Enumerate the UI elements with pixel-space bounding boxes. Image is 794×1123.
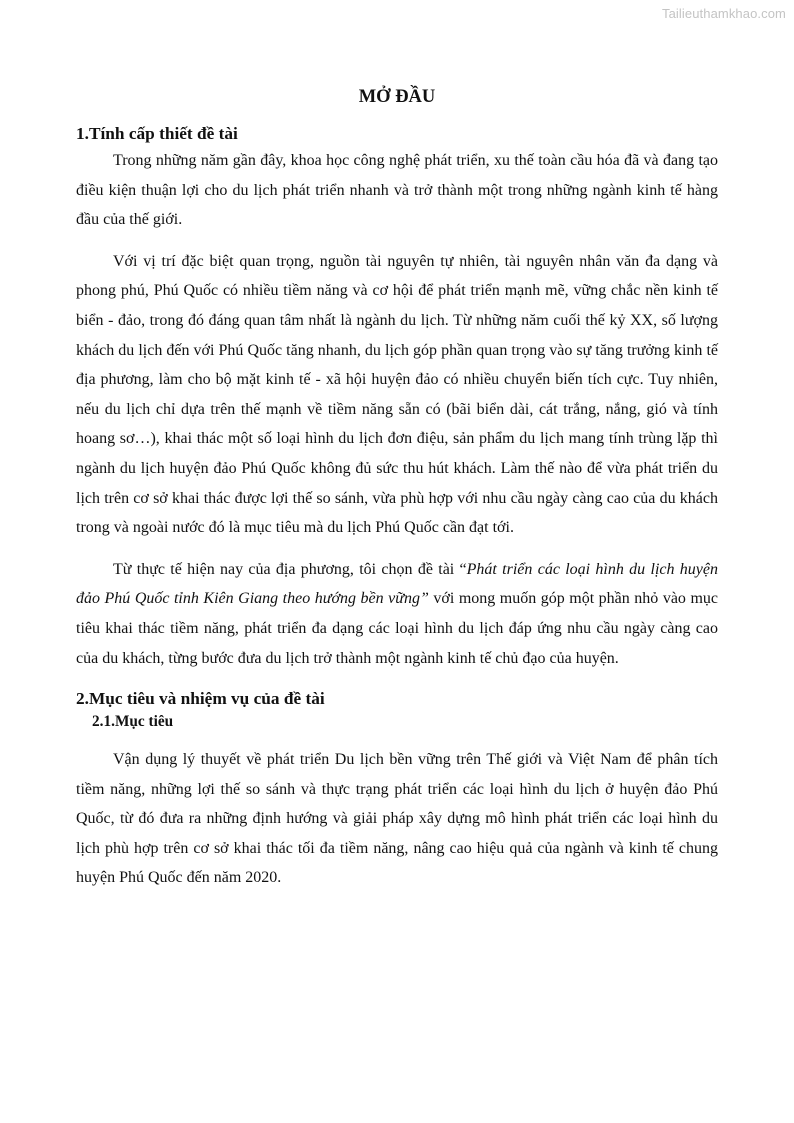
section-1-paragraph-3 (76, 555, 718, 673)
watermark-text: Tailieuthamkhao.com (661, 6, 786, 21)
subsection-2-1-heading: 2.1.Mục tiêu (92, 713, 174, 731)
paragraph-3-lead-text: Từ thực tế hiện nay của địa phương, tôi chọn đề tài “ (113, 560, 467, 578)
page-title: MỞ ĐẦU (358, 87, 436, 107)
paragraph-3-tail-text: với mong muốn góp một phần nhỏ vào mục tiêu khai thác tiềm năng, phát triển đa dạng các loại hình du lịch đáp ứng nhu cầu ngày càng cao của du khách, từng bước đưa du lịch trở thành một ngành kinh tế chủ đạo của huyện. (76, 590, 719, 667)
section-1-paragraph-1: Trong những năm gần đây, khoa học công nghệ phát triển, xu thế toàn cầu hóa đã và đang tạo điều kiện thuận lợi cho du lịch phát triển nhanh và trở thành một trong những ngành kinh tế hàng đầu của thế giới. (76, 152, 718, 229)
document-page (76, 84, 718, 893)
thesis-title-italic: Phát triển các loại hình du lịch huyện đảo Phú Quốc tỉnh Kiên Giang theo hướng bền vững” (76, 560, 718, 608)
subsection-2-1-paragraph: Vận dụng lý thuyết về phát triển Du lịch bền vững trên Thế giới và Việt Nam để phân tích tiềm năng, những lợi thế so sánh và thực trạng phát triển các loại hình du lịch ở huyện đảo Phú Quốc, từ đó đưa ra những định hướng và giải pháp xây dựng mô hình phát triển các loại hình du lịch phù hợp trên cơ sở khai thác tối đa tiềm năng, nâng cao hiệu quả của ngành và kinh tế chung huyện Phú Quốc đến năm 2020. (76, 751, 718, 887)
section-2-heading: 2.Mục tiêu và nhiệm vụ của đề tài (76, 689, 325, 709)
section-1-heading: 1.Tính cấp thiết đề tài (76, 124, 238, 143)
section-1-paragraph-2: Với vị trí đặc biệt quan trọng, nguồn tài nguyên tự nhiên, tài nguyên nhân văn đa dạng và phong phú, Phú Quốc có nhiều tiềm năng và cơ hội để phát triển mạnh mẽ, vững chắc nền kinh tế biển - đảo, trong đó đáng quan tâm nhất là ngành du lịch. Từ những năm cuối thế kỷ XX, số lượng khách du lịch đến với Phú Quốc tăng nhanh, du lịch góp phần quan trọng vào sự tăng trưởng kinh tế địa phương, làm cho bộ mặt kinh tế - xã hội huyện đảo có nhiều chuyển biến tích cực. Tuy nhiên, nếu du lịch chỉ dựa trên thế mạnh về tiềm năng sẵn có (bãi biển dài, cát trắng, nắng, gió và tính hoang sơ…), khai thác một số loại hình du lịch đơn điệu, sản phẩm du lịch mang tính trùng lặp thì ngành du lịch huyện đảo Phú Quốc không đủ sức thu hút khách. Làm thế nào để vừa phát triển du lịch trên cơ sở khai thác được lợi thế so sánh, vừa phù hợp với nhu cầu ngày càng cao của du khách trong và ngoài nước đó là mục tiêu mà du lịch Phú Quốc cần đạt tới. (76, 252, 718, 537)
